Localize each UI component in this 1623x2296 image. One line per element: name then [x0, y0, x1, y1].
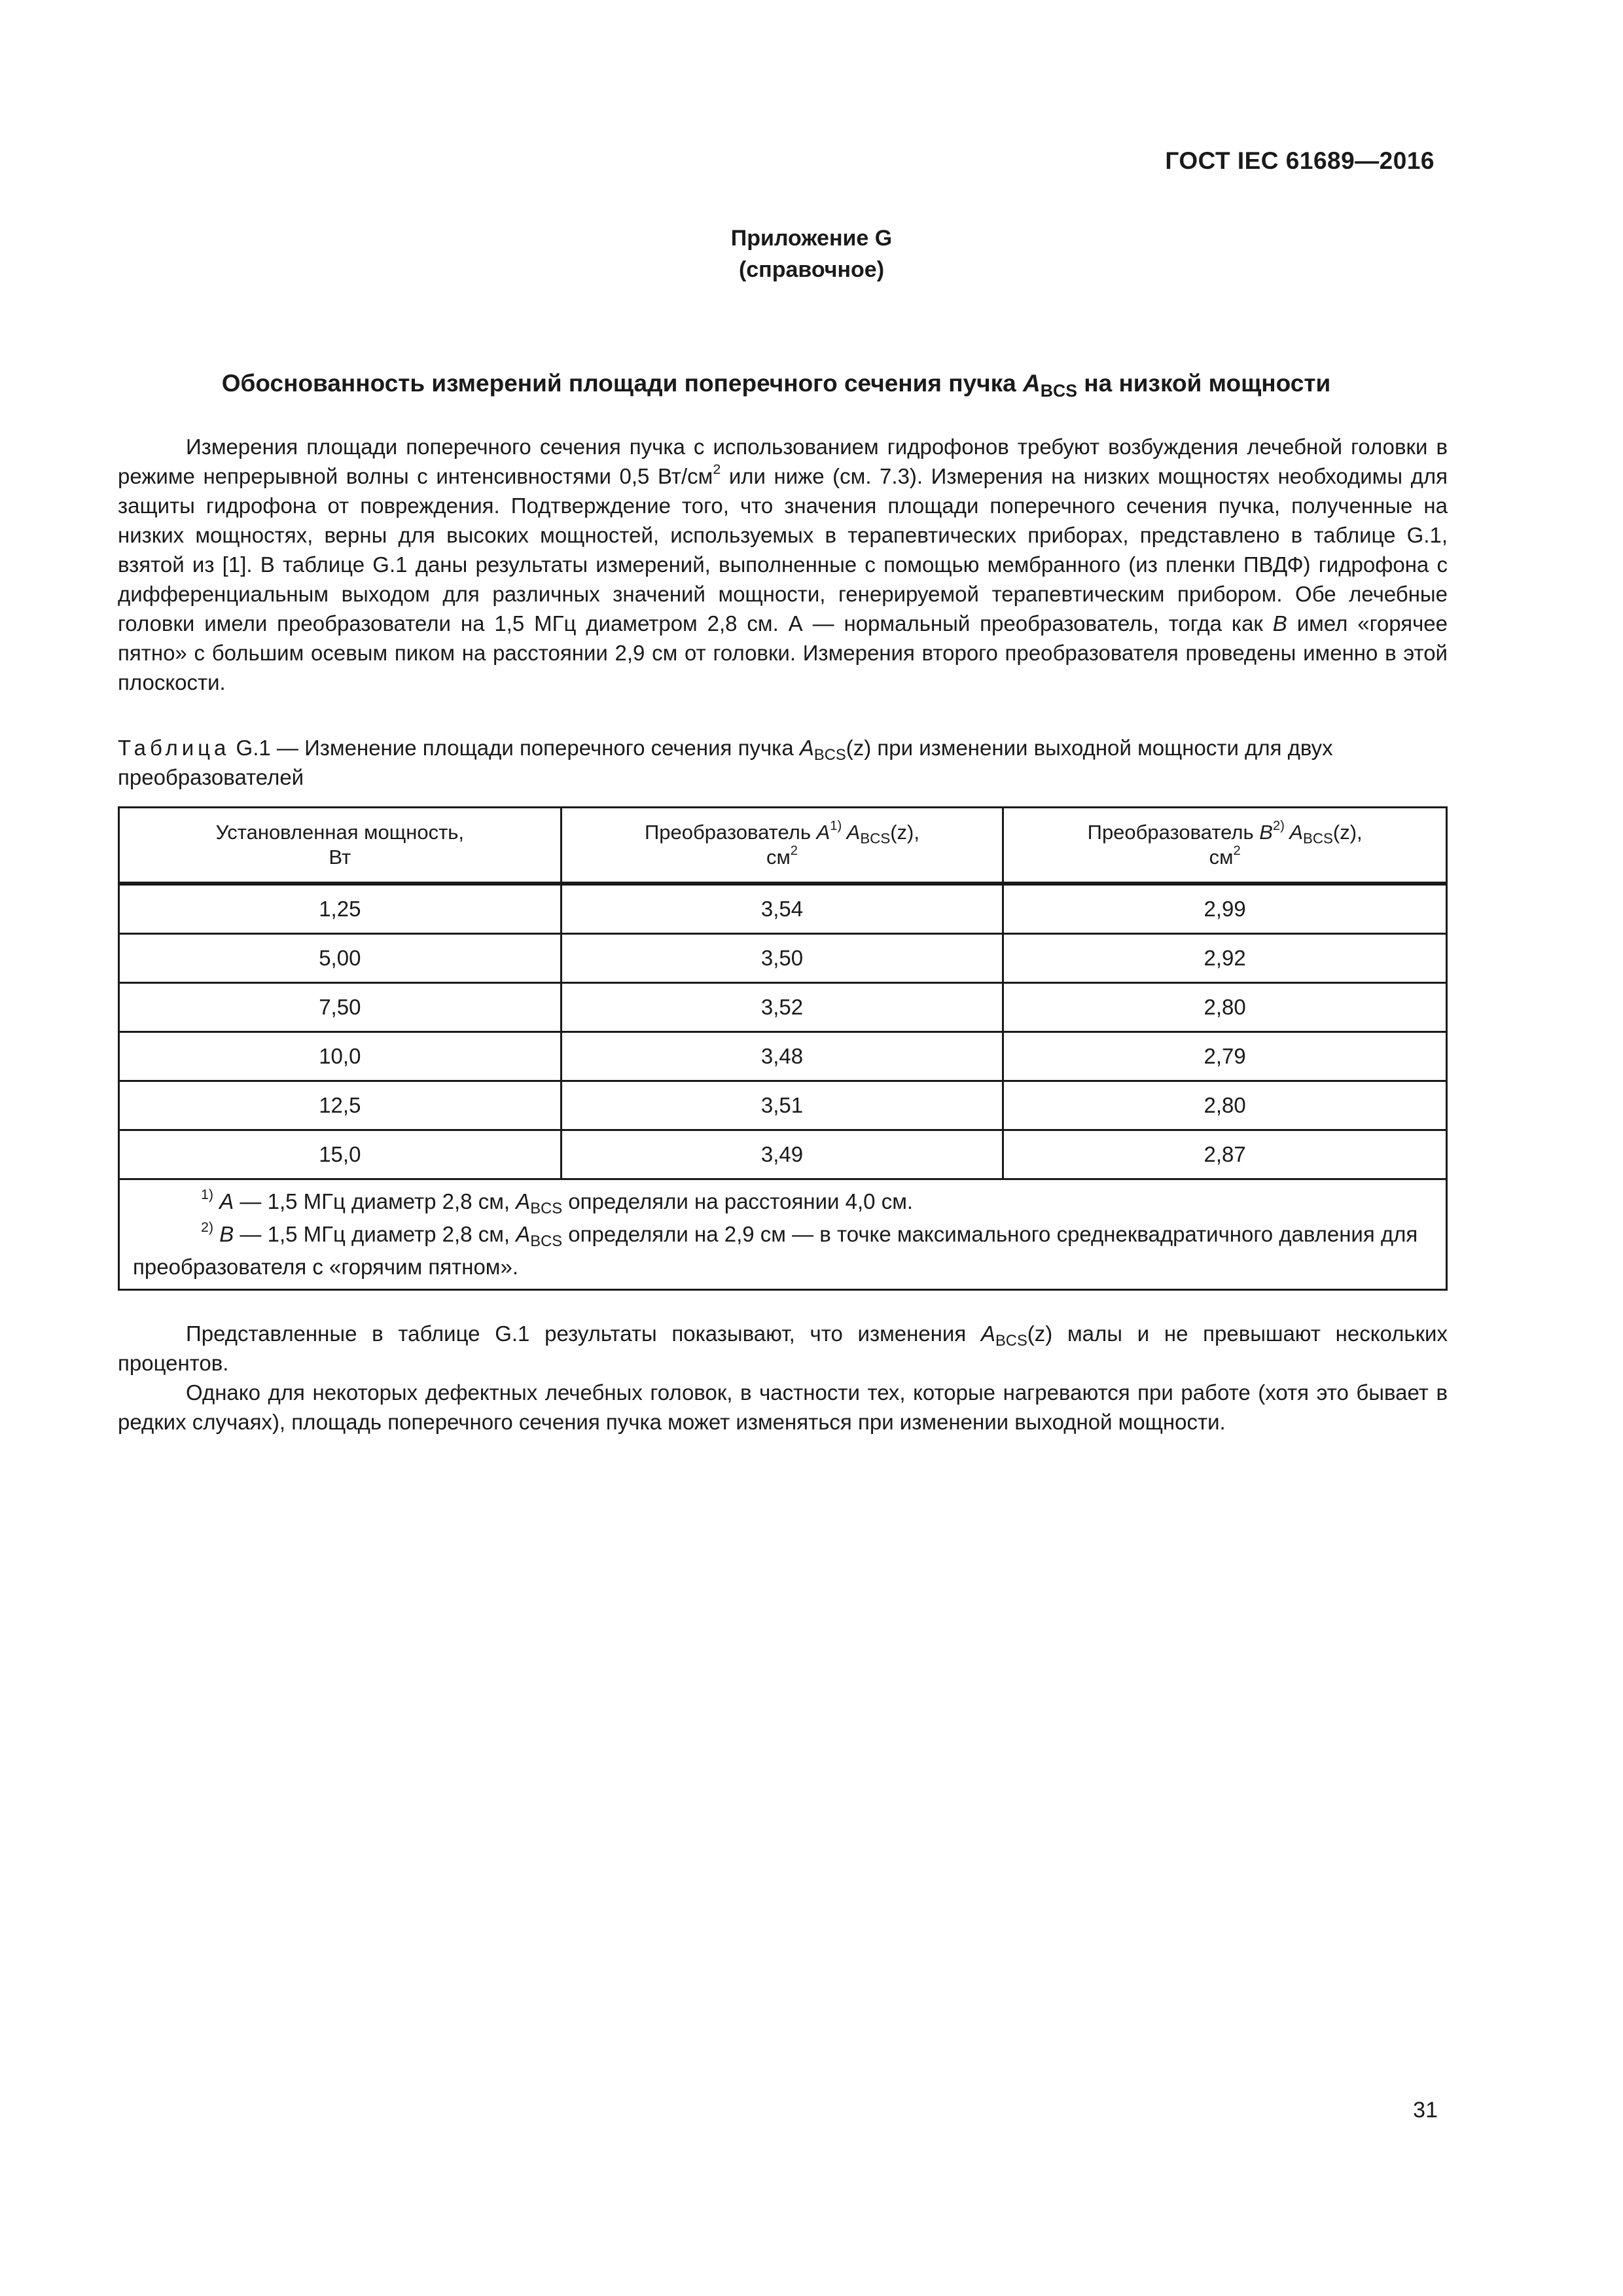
note-2-marker: 2): [201, 1219, 214, 1235]
cell-transducer-b: 2,92: [1003, 934, 1447, 983]
conclusion-1-symbol: A: [980, 1321, 995, 1346]
conclusion-1-text: Представленные в таблице G.1 результаты показывают, что изменения: [186, 1321, 981, 1346]
header-transducer-a: [561, 808, 1003, 884]
appendix-subtitle: (справочное): [738, 257, 885, 282]
header-b-unit-sup: 2: [1233, 843, 1241, 858]
cell-transducer-b: 2,80: [1003, 983, 1447, 1032]
note-2-text-end: определяли на 2,9 см — в точке максимального среднеквадратичного давления для преобразователя с «горячим пятном».: [133, 1222, 1418, 1279]
intro-paragraph: [118, 432, 1448, 697]
conclusion-paragraph-2: Однако для некоторых дефектных лечебных головок, в частности тех, которые нагреваются при работе (хотя это бывает в редких случаях), площадь поперечного сечения пучка может изменяться при изменении выходной мощности.: [118, 1380, 1448, 1434]
note-1-marker: 1): [201, 1187, 214, 1202]
table-notes: [119, 1179, 1447, 1290]
table-caption-label: Таблица: [118, 736, 230, 760]
table-caption-text-end: (z) при изменении выходной мощности для двух преобразователей: [118, 736, 1333, 789]
conclusion-paragraph-1: [118, 1319, 1448, 1378]
header-a-suffix: (z),: [890, 821, 919, 844]
header-a-symbol: A: [842, 821, 861, 844]
cell-transducer-a: 3,50: [561, 934, 1003, 983]
table-caption: [118, 733, 1448, 792]
cell-power: 7,50: [119, 983, 562, 1032]
appendix-title: Приложение G: [730, 226, 893, 251]
table-caption-text: G.1 — Изменение площади поперечного сечения пучка: [230, 736, 800, 760]
header-power-line1: Установленная мощность,: [215, 821, 465, 844]
note-2-subscript: BCS: [530, 1232, 563, 1251]
header-power-line2: Вт: [329, 846, 351, 869]
cell-power: 1,25: [119, 884, 562, 934]
table-notes-row: [119, 1179, 1447, 1290]
standard-number: ГОСТ IEC 61689—2016: [1165, 147, 1435, 174]
cell-transducer-b: 2,80: [1003, 1081, 1447, 1130]
section-title-symbol: A: [1023, 370, 1041, 397]
cell-transducer-b: 2,99: [1003, 884, 1447, 934]
header-b-symbol: A: [1284, 821, 1303, 844]
note-1-subscript: BCS: [530, 1200, 563, 1218]
header-a-unit: см: [766, 846, 791, 869]
table-row: [119, 1081, 1447, 1130]
cell-power: 15,0: [119, 1130, 562, 1179]
cell-transducer-a: 3,49: [561, 1130, 1003, 1179]
header-b-unit: см: [1209, 846, 1234, 869]
header-a-footnote-mark: 1): [830, 818, 842, 833]
table-note-2: [133, 1218, 1433, 1283]
note-2-letter: B: [219, 1222, 234, 1246]
header-b-prefix: Преобразователь: [1087, 821, 1260, 844]
header-power: [119, 808, 562, 884]
table-caption-symbol: A: [799, 736, 814, 760]
intro-text-3: имел «горячее пятно» с большим осевым пиком на расстоянии 2,9 см от головки. Измерения второго преобразователя проведены именно в этой плоскости.: [118, 611, 1448, 694]
note-2-text: — 1,5 МГц диаметр 2,8 см,: [234, 1222, 516, 1246]
section-title-subscript: BCS: [1040, 380, 1077, 401]
note-1-letter: A: [219, 1189, 234, 1213]
intro-italic-b: B: [1272, 611, 1287, 636]
table-row: [119, 983, 1447, 1032]
cell-transducer-b: 2,87: [1003, 1130, 1447, 1179]
header-a-unit-sup: 2: [790, 843, 798, 858]
table-row: [119, 1032, 1447, 1081]
header-b-suffix: (z),: [1332, 821, 1363, 844]
appendix-heading: [0, 223, 1623, 285]
cell-transducer-a: 3,51: [561, 1081, 1003, 1130]
note-2-symbol: A: [516, 1222, 531, 1246]
header-b-footnote-mark: 2): [1272, 818, 1285, 833]
header-transducer-b: [1003, 808, 1447, 884]
cell-transducer-b: 2,79: [1003, 1032, 1447, 1081]
table-row: [119, 934, 1447, 983]
conclusion-1-text-end: (z) малы и не превышают нескольких процентов.: [118, 1321, 1448, 1375]
cell-transducer-a: 3,52: [561, 983, 1003, 1032]
header-a-letter: A: [816, 821, 830, 844]
cell-power: 5,00: [119, 934, 562, 983]
cell-power: 10,0: [119, 1032, 562, 1081]
cell-transducer-a: 3,54: [561, 884, 1003, 934]
page-number: 31: [1413, 2098, 1438, 2123]
note-1-text-end: определяли на расстоянии 4,0 см.: [562, 1189, 914, 1213]
header-b-subscript: BCS: [1303, 830, 1333, 847]
intro-superscript: 2: [713, 461, 721, 477]
table-note-1: [133, 1185, 1433, 1218]
cell-power: 12,5: [119, 1081, 562, 1130]
section-title-text-end: на низкой мощности: [1077, 370, 1331, 397]
conclusion-1-subscript: BCS: [995, 1332, 1027, 1350]
intro-text-1: Измерения площади поперечного сечения пучка с использованием гидрофонов требуют возбуждения лечебной головки в режиме непрерывной волны с интенсивностями 0,5 Вт/см: [118, 435, 1448, 488]
conclusion-paragraphs: [118, 1319, 1448, 1437]
note-1-text: — 1,5 МГц диаметр 2,8 см,: [234, 1189, 516, 1213]
intro-text-2: или ниже (см. 7.3). Измерения на низких мощностях необходимы для защиты гидрофона от повреждения. Подтверждение того, что значения площади поперечного сечения пучка, полученные на низких мощностях, верны для высоких мощностей, используемых в терапевтических приборах, представлено в таблице G.1, взятой из [1]. В таблице G.1 даны результаты измерений, выполненные с помощью мембранного (из пленки ПВДФ) гидрофона с дифференциальным выходом для различных значений мощности, генерируемой терапевтическим прибором. Обе лечебные головки имели преобразователи на 1,5 МГц диаметром 2,8 см. А — нормальный преобразователь, тогда как: [118, 464, 1448, 636]
data-table: [118, 806, 1448, 1291]
note-1-symbol: A: [516, 1189, 531, 1213]
header-a-subscript: BCS: [860, 830, 891, 847]
header-b-letter: B: [1259, 821, 1273, 844]
table-row: [119, 884, 1447, 934]
table-caption-subscript: BCS: [813, 746, 846, 764]
table-header-row: [119, 808, 1447, 884]
header-a-prefix: Преобразователь: [644, 821, 817, 844]
section-title-text: Обоснованность измерений площади поперечного сечения пучка: [221, 370, 1024, 397]
section-title: [118, 370, 1435, 401]
cell-transducer-a: 3,48: [561, 1032, 1003, 1081]
table-row: [119, 1130, 1447, 1179]
